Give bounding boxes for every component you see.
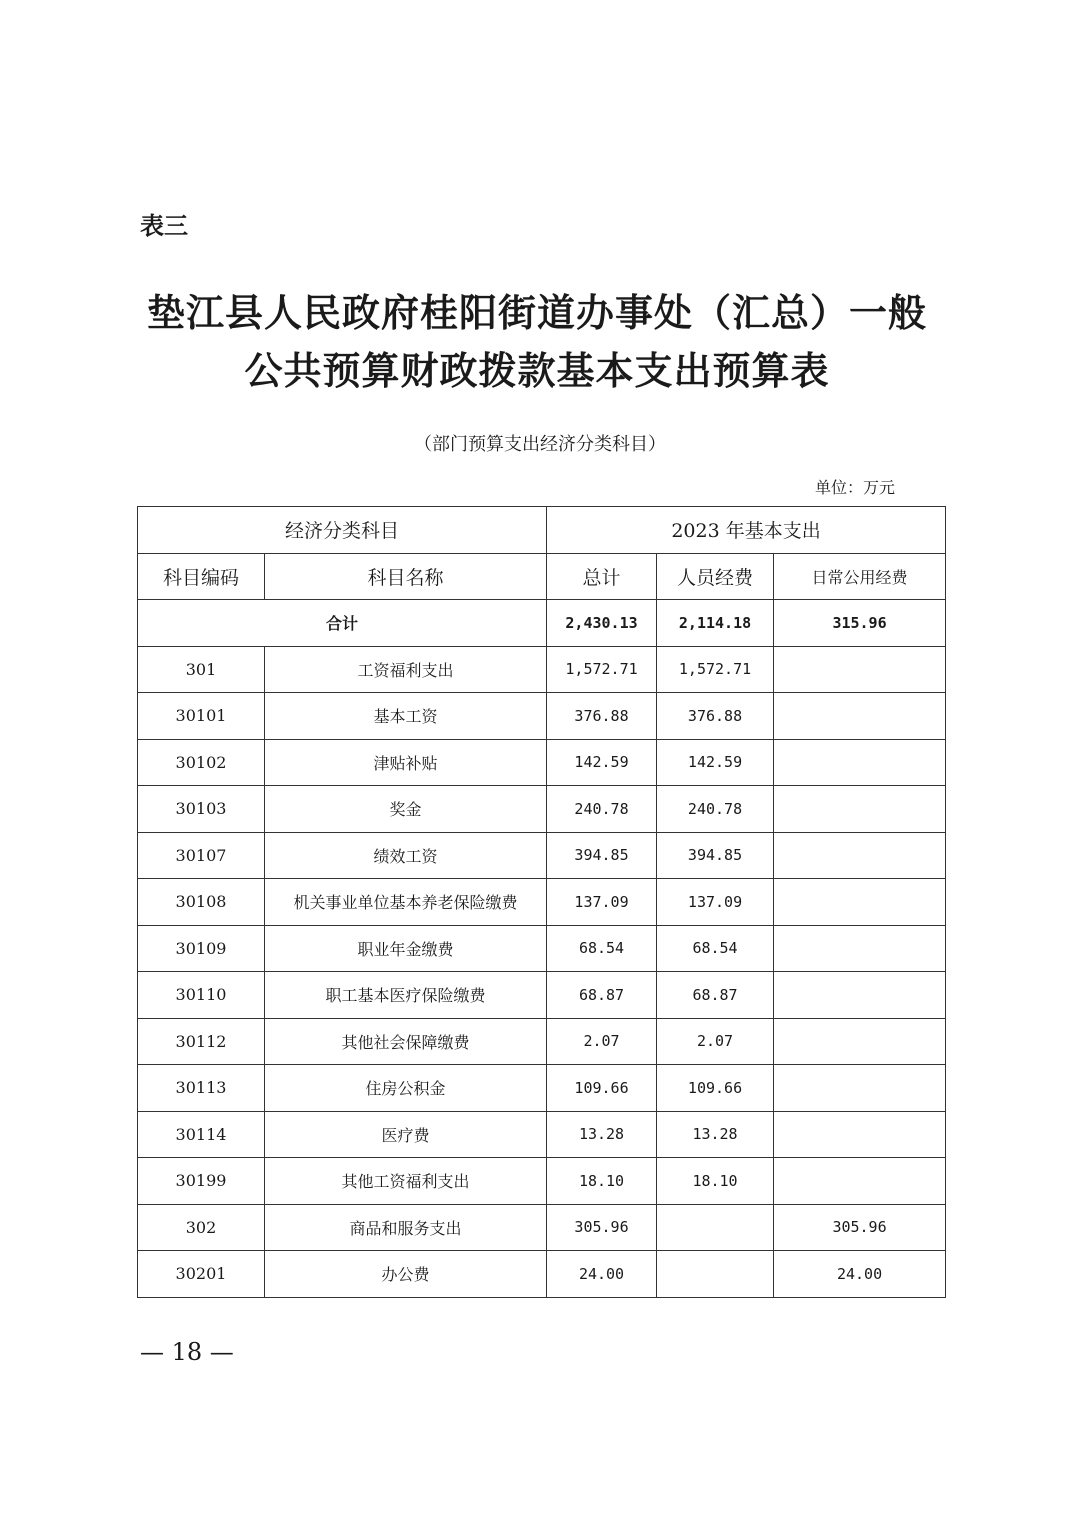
cell-public (774, 1111, 946, 1158)
unit-note: 单位：万元 (815, 478, 896, 497)
page-number: — 18 — (140, 1338, 234, 1366)
cell-total: 68.54 (547, 925, 657, 972)
table-row (138, 786, 946, 833)
cell-code: 30199 (138, 1158, 265, 1205)
cell-code: 301 (138, 646, 265, 693)
cell-public: 305.96 (774, 1204, 946, 1251)
column-header-total: 总计 (547, 553, 657, 600)
table-row (138, 1204, 946, 1251)
table-row (138, 1251, 946, 1298)
cell-total: 2.07 (547, 1018, 657, 1065)
cell-personnel: 142.59 (657, 739, 774, 786)
table-row (138, 1018, 946, 1065)
cell-total: 24.00 (547, 1251, 657, 1298)
cell-total: 305.96 (547, 1204, 657, 1251)
total-label: 合计 (138, 600, 547, 647)
cell-code: 30107 (138, 832, 265, 879)
cell-personnel: 394.85 (657, 832, 774, 879)
cell-code: 30113 (138, 1065, 265, 1112)
cell-public (774, 1158, 946, 1205)
cell-total: 109.66 (547, 1065, 657, 1112)
table-label: 表三 (140, 212, 188, 240)
cell-personnel: 68.54 (657, 925, 774, 972)
cell-total: 142.59 (547, 739, 657, 786)
cell-total: 376.88 (547, 693, 657, 740)
group-header-row (138, 507, 946, 554)
cell-name: 医疗费 (265, 1111, 547, 1158)
cell-total: 18.10 (547, 1158, 657, 1205)
cell-name: 其他工资福利支出 (265, 1158, 547, 1205)
cell-personnel: 240.78 (657, 786, 774, 833)
document-subtitle: （部门预算支出经济分类科目） (414, 434, 666, 455)
cell-public (774, 925, 946, 972)
table-row (138, 972, 946, 1019)
cell-name: 奖金 (265, 786, 547, 833)
cell-code: 30108 (138, 879, 265, 926)
cell-code: 30101 (138, 693, 265, 740)
document-title-line2: 公共预算财政拨款基本支出预算表 (244, 348, 830, 393)
total-public: 315.96 (774, 600, 946, 647)
cell-name: 职工基本医疗保险缴费 (265, 972, 547, 1019)
cell-name: 住房公积金 (265, 1065, 547, 1112)
budget-table (137, 506, 946, 1298)
cell-code: 30112 (138, 1018, 265, 1065)
cell-total: 68.87 (547, 972, 657, 1019)
cell-name: 基本工资 (265, 693, 547, 740)
column-header-row (138, 553, 946, 600)
cell-total: 240.78 (547, 786, 657, 833)
total-row (138, 600, 946, 647)
cell-personnel: 109.66 (657, 1065, 774, 1112)
cell-public (774, 693, 946, 740)
cell-name: 绩效工资 (265, 832, 547, 879)
column-header-name: 科目名称 (265, 553, 547, 600)
cell-name: 津贴补贴 (265, 739, 547, 786)
document-title-line1: 垫江县人民政府桂阳街道办事处（汇总）一般 (146, 290, 927, 335)
cell-personnel (657, 1251, 774, 1298)
table-row (138, 693, 946, 740)
cell-public (774, 1018, 946, 1065)
cell-total: 13.28 (547, 1111, 657, 1158)
cell-public (774, 646, 946, 693)
cell-personnel: 137.09 (657, 879, 774, 926)
column-header-code: 科目编码 (138, 553, 265, 600)
cell-public (774, 879, 946, 926)
cell-public (774, 739, 946, 786)
column-header-personnel: 人员经费 (657, 553, 774, 600)
table-row (138, 925, 946, 972)
cell-name: 商品和服务支出 (265, 1204, 547, 1251)
table-row (138, 1158, 946, 1205)
cell-total: 394.85 (547, 832, 657, 879)
cell-code: 30114 (138, 1111, 265, 1158)
cell-personnel: 18.10 (657, 1158, 774, 1205)
cell-code: 30201 (138, 1251, 265, 1298)
cell-personnel: 68.87 (657, 972, 774, 1019)
cell-public (774, 972, 946, 1019)
cell-personnel: 2.07 (657, 1018, 774, 1065)
table-row (138, 879, 946, 926)
table-row (138, 739, 946, 786)
cell-name: 职业年金缴费 (265, 925, 547, 972)
cell-code: 30109 (138, 925, 265, 972)
cell-name: 其他社会保障缴费 (265, 1018, 547, 1065)
cell-code: 30103 (138, 786, 265, 833)
table-row (138, 646, 946, 693)
cell-code: 30110 (138, 972, 265, 1019)
cell-total: 137.09 (547, 879, 657, 926)
cell-name: 工资福利支出 (265, 646, 547, 693)
cell-total: 1,572.71 (547, 646, 657, 693)
cell-name: 办公费 (265, 1251, 547, 1298)
cell-personnel: 376.88 (657, 693, 774, 740)
total-personnel: 2,114.18 (657, 600, 774, 647)
cell-public: 24.00 (774, 1251, 946, 1298)
cell-personnel (657, 1204, 774, 1251)
group-header-economic: 经济分类科目 (138, 507, 547, 554)
cell-code: 30102 (138, 739, 265, 786)
table-row (138, 832, 946, 879)
cell-personnel: 1,572.71 (657, 646, 774, 693)
cell-public (774, 1065, 946, 1112)
cell-public (774, 786, 946, 833)
table-row (138, 1065, 946, 1112)
total-total: 2,430.13 (547, 600, 657, 647)
table-row (138, 1111, 946, 1158)
column-header-public: 日常公用经费 (774, 553, 946, 600)
group-header-basic-expense: 2023 年基本支出 (547, 507, 946, 554)
cell-personnel: 13.28 (657, 1111, 774, 1158)
cell-name: 机关事业单位基本养老保险缴费 (265, 879, 547, 926)
cell-public (774, 832, 946, 879)
cell-code: 302 (138, 1204, 265, 1251)
